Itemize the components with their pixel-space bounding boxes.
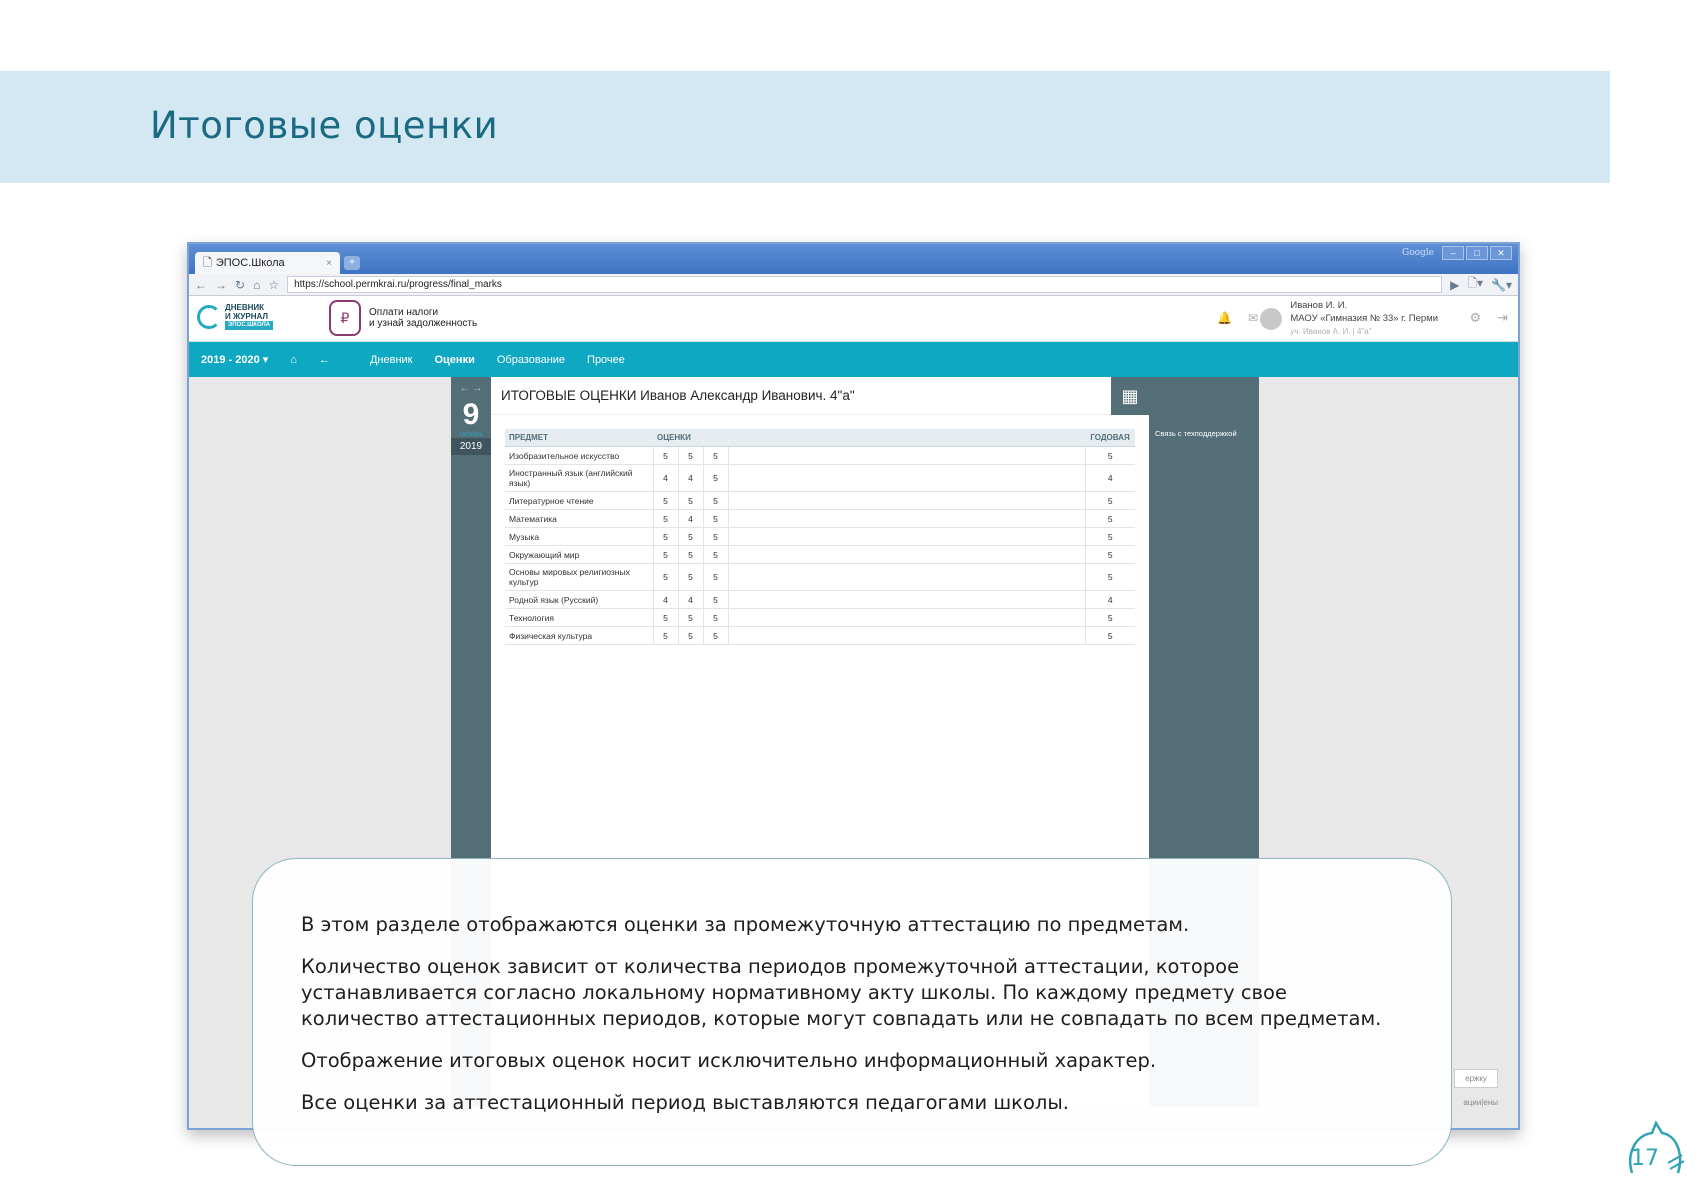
mark-cell: 5 (703, 510, 728, 528)
table-row (505, 591, 1135, 609)
mark-cell: 4 (678, 510, 703, 528)
mark-cell: 5 (653, 609, 678, 627)
tax-line1: Оплати налоги (369, 307, 439, 318)
callout-paragraph-3: Отображение итоговых оценок носит исключительно информационный характер. (301, 1049, 1157, 1072)
logo-mark-icon (197, 305, 221, 329)
page-icon: 🗋 (203, 256, 212, 269)
subject-cell: Технология (505, 609, 653, 627)
mark-cell: 4 (653, 465, 678, 492)
table-row (505, 627, 1135, 645)
mark-cell-empty (728, 609, 1085, 627)
mark-cell: 5 (703, 465, 728, 492)
mark-cell-empty (728, 528, 1085, 546)
mark-cell: 5 (678, 546, 703, 564)
year-mark-cell: 5 (1085, 528, 1135, 546)
year-selector[interactable]: 2019 - 2020 ▾ (201, 354, 269, 366)
mark-cell: 4 (653, 591, 678, 609)
mark-cell: 5 (653, 447, 678, 465)
col-marks: ОЦЕНКИ (653, 429, 1085, 447)
header-right-icons (1469, 310, 1508, 326)
app-logo[interactable] (197, 303, 273, 330)
avatar (1260, 308, 1282, 330)
user-sub: уч. Иванов А. И. | 4"а" (1290, 327, 1372, 336)
user-block[interactable] (1260, 299, 1438, 338)
year-mark-cell: 5 (1085, 492, 1135, 510)
page-number: 17 (1631, 1146, 1659, 1171)
mark-cell: 5 (678, 528, 703, 546)
user-school: МАОУ «Гимназия № 33» г. Перми (1290, 313, 1438, 324)
subject-cell: Физическая культура (505, 627, 653, 645)
mark-cell: 4 (678, 465, 703, 492)
table-row (505, 492, 1135, 510)
mark-cell: 4 (678, 591, 703, 609)
footer-text: ации|ены (1463, 1098, 1498, 1107)
mark-cell-empty (728, 627, 1085, 645)
slide-title: Итоговые оценки (150, 104, 499, 147)
play-icon[interactable]: ▶ (1450, 277, 1460, 292)
callout-paragraph-1: В этом разделе отображаются оценки за промежуточную аттестацию по предметам. (301, 913, 1190, 936)
bell-icon[interactable]: 🔔 (1216, 311, 1232, 325)
gear-icon[interactable]: ⚙ (1469, 310, 1482, 325)
back-icon[interactable]: ← (195, 277, 207, 292)
panel-title (491, 377, 1149, 415)
mark-cell: 5 (678, 627, 703, 645)
mark-cell-empty (728, 546, 1085, 564)
header-notification-icons (1217, 311, 1258, 325)
page-menu-icon[interactable]: 🗋▾ (1467, 276, 1484, 290)
subject-cell: Окружающий мир (505, 546, 653, 564)
subject-cell: Литературное чтение (505, 492, 653, 510)
forward-icon[interactable]: → (215, 277, 227, 292)
date-year: 2019 (451, 438, 491, 455)
table-row (505, 447, 1135, 465)
home-icon[interactable]: ⌂ (253, 277, 261, 292)
subject-cell: Основы мировых религиозных культур (505, 564, 653, 591)
bookmark-star-icon[interactable]: ☆ (268, 277, 280, 292)
wrench-icon[interactable]: 🔧▾ (1491, 277, 1512, 292)
table-row (505, 510, 1135, 528)
year-mark-cell: 5 (1085, 627, 1135, 645)
subject-cell: Иностранный язык (английский язык) (505, 465, 653, 492)
mark-cell: 5 (703, 564, 728, 591)
table-row (505, 528, 1135, 546)
nav-item-marks[interactable]: Оценки (434, 353, 475, 366)
explanation-callout (252, 858, 1452, 1166)
mark-cell-empty (728, 447, 1085, 465)
support-link[interactable]: Связь с техподдержкой (1155, 429, 1237, 438)
browser-titlebar (189, 244, 1518, 274)
panel-heading: ИТОГОВЫЕ ОЦЕНКИ Иванов Александр Иванович. 4"а" (501, 388, 855, 403)
date-arrows[interactable]: ← → (459, 383, 483, 394)
mark-cell: 5 (678, 609, 703, 627)
logout-icon[interactable]: ⇥ (1497, 310, 1508, 325)
mark-cell-empty (728, 465, 1085, 492)
nav-back-icon[interactable]: ← (318, 353, 330, 366)
browser-brand: Google (1402, 248, 1434, 258)
mark-cell: 5 (703, 591, 728, 609)
year-mark-cell: 5 (1085, 564, 1135, 591)
mark-cell: 5 (703, 528, 728, 546)
year-mark-cell: 5 (1085, 546, 1135, 564)
mark-cell-empty (728, 510, 1085, 528)
mark-cell-empty (728, 492, 1085, 510)
main-nav (189, 342, 1518, 377)
mark-cell: 5 (703, 447, 728, 465)
mark-cell: 5 (653, 564, 678, 591)
mark-cell: 5 (653, 546, 678, 564)
tab-close-icon[interactable]: × (326, 257, 332, 269)
mark-cell: 5 (653, 492, 678, 510)
mark-cell: 5 (678, 492, 703, 510)
maximize-button[interactable]: □ (1466, 246, 1488, 260)
table-row (505, 546, 1135, 564)
subject-cell: Математика (505, 510, 653, 528)
year-mark-cell: 5 (1085, 447, 1135, 465)
app-header (189, 296, 1518, 342)
nav-item-education[interactable]: Образование (496, 353, 566, 366)
mark-cell: 5 (653, 627, 678, 645)
callout-paragraph-2: Количество оценок зависит от количества периодов промежуточной аттестации, которое устанавливается согласно локальному нормативному акту школы. По каждому предмету свое количество аттестационных периодов, которые могут совпадать или не совпадать по всем предметам. (301, 955, 1382, 1030)
mark-cell-empty (728, 564, 1085, 591)
col-subject: ПРЕДМЕТ (505, 429, 653, 447)
tax-line2: и узнай задолженность (369, 318, 478, 329)
logo-line2: И ЖУРНАЛ (225, 312, 268, 321)
mark-cell-empty (728, 591, 1085, 609)
address-bar (189, 274, 1518, 296)
mark-cell: 5 (703, 546, 728, 564)
year-mark-cell: 4 (1085, 591, 1135, 609)
table-row (505, 465, 1135, 492)
year-mark-cell: 5 (1085, 609, 1135, 627)
marks-table (505, 429, 1135, 645)
marks-body (505, 447, 1135, 645)
support-button[interactable]: ержку (1454, 1069, 1498, 1088)
date-month: Октябрь (459, 432, 483, 438)
reload-icon[interactable]: ↻ (235, 277, 246, 292)
table-row (505, 609, 1135, 627)
col-year: ГОДОВАЯ (1085, 429, 1135, 447)
logo-line1: ДНЕВНИК (225, 303, 264, 312)
tax-banner[interactable] (329, 300, 477, 336)
mark-cell: 5 (678, 564, 703, 591)
new-tab-button[interactable]: + (344, 256, 360, 270)
footer-hint (1454, 1069, 1498, 1107)
year-mark-cell: 4 (1085, 465, 1135, 492)
subject-cell: Родной язык (Русский) (505, 591, 653, 609)
tab-title: ЭПОС.Школа (215, 257, 285, 269)
mark-cell: 5 (653, 528, 678, 546)
table-row (505, 564, 1135, 591)
nav-home-icon[interactable]: ⌂ (290, 353, 297, 366)
date-day: 9 (462, 398, 480, 431)
mail-icon[interactable]: ✉ (1247, 311, 1258, 325)
minimize-button[interactable]: – (1442, 246, 1464, 260)
table-header-row (505, 429, 1135, 447)
subject-cell: Музыка (505, 528, 653, 546)
mark-cell: 5 (653, 510, 678, 528)
nav-item-diary[interactable]: Дневник (369, 353, 413, 366)
year-mark-cell: 5 (1085, 510, 1135, 528)
mark-cell: 5 (703, 627, 728, 645)
user-name: Иванов И. И. (1290, 300, 1348, 311)
logo-sub: ЭПОС.ШКОЛА (225, 321, 273, 330)
browser-tab[interactable] (195, 252, 340, 274)
subject-cell: Изобразительное искусство (505, 447, 653, 465)
callout-paragraph-4: Все оценки за аттестационный период выставляются педагогами школы. (301, 1091, 1069, 1114)
mark-cell: 5 (678, 447, 703, 465)
grid-menu-icon[interactable]: ▦ (1111, 377, 1149, 415)
tax-document-icon: ₽ (329, 300, 361, 336)
close-window-button[interactable]: ✕ (1490, 246, 1512, 260)
nav-item-other[interactable]: Прочее (587, 353, 625, 366)
window-controls (1402, 246, 1512, 260)
mark-cell: 5 (703, 492, 728, 510)
mark-cell: 5 (703, 609, 728, 627)
url-input[interactable]: https://school.permkrai.ru/progress/final_marks (287, 276, 1442, 293)
